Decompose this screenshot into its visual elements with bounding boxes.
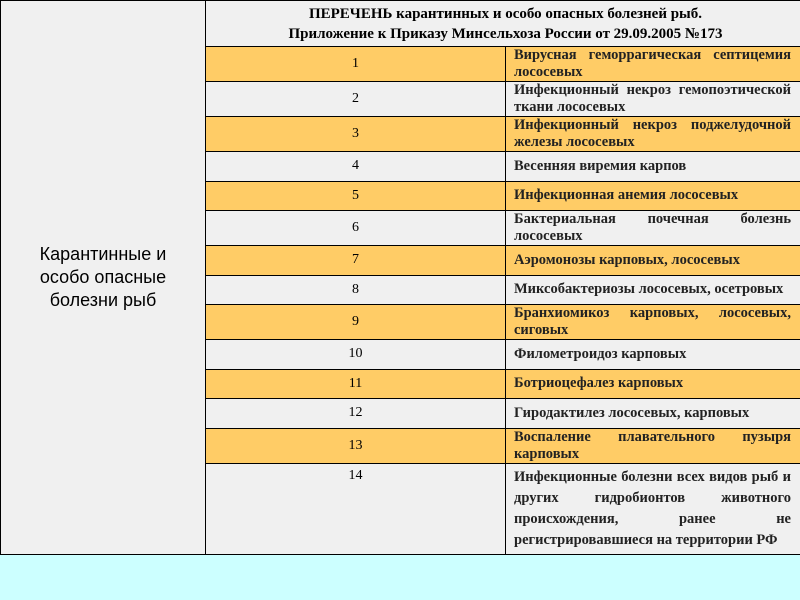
disease-name: Весенняя виремия карпов [506, 152, 800, 182]
disease-name: Инфекционная анемия лососевых [506, 181, 800, 211]
disease-name: Воспаление плавательного пузыря карповых [506, 428, 800, 463]
disease-name: Гиродактилез лососевых, карповых [506, 399, 800, 429]
row-number: 4 [206, 152, 506, 182]
disease-name: Филометроидоз карповых [506, 340, 800, 370]
row-number: 7 [206, 246, 506, 276]
disease-name: Аэромонозы карповых, лососевых [506, 246, 800, 276]
side-label: Карантинные и особо опасные болезни рыб [1, 1, 206, 555]
row-number: 12 [206, 399, 506, 429]
row-number: 10 [206, 340, 506, 370]
table-header-row [1, 1, 800, 47]
disease-name: Инфекционный некроз поджелудочной железы лососевых [506, 117, 800, 152]
disease-name: Инфекционный некроз гемопоэтической ткани лососевых [506, 82, 800, 117]
row-number: 1 [206, 47, 506, 82]
row-number: 11 [206, 369, 506, 399]
disease-name: Ботриоцефалез карповых [506, 369, 800, 399]
table-header [206, 1, 800, 47]
disease-name: Бранхиомикоз карповых, лососевых, сиговых [506, 305, 800, 340]
row-number: 13 [206, 428, 506, 463]
disease-name: Бактериальная почечная болезнь лососевых [506, 211, 800, 246]
row-number: 2 [206, 82, 506, 117]
row-number: 3 [206, 117, 506, 152]
disease-name: Миксобактериозы лососевых, осетровых [506, 275, 800, 305]
disease-name: Вирусная геморрагическая септицемия лососевых [506, 47, 800, 82]
row-number: 8 [206, 275, 506, 305]
row-number: 6 [206, 211, 506, 246]
header-line-2: Приложение к Приказу Минсельхоза России от 29.09.2005 №173 [288, 25, 723, 42]
header-line-1: ПЕРЕЧЕНЬ карантинных и особо опасных болезней рыб. [308, 5, 703, 22]
row-number: 14 [206, 463, 506, 554]
row-number: 9 [206, 305, 506, 340]
disease-name: Инфекционные болезни всех видов рыб и других гидробионтов животного происхождения, ранее не регистрировавшиеся на территории РФ [506, 463, 800, 554]
row-number: 5 [206, 181, 506, 211]
